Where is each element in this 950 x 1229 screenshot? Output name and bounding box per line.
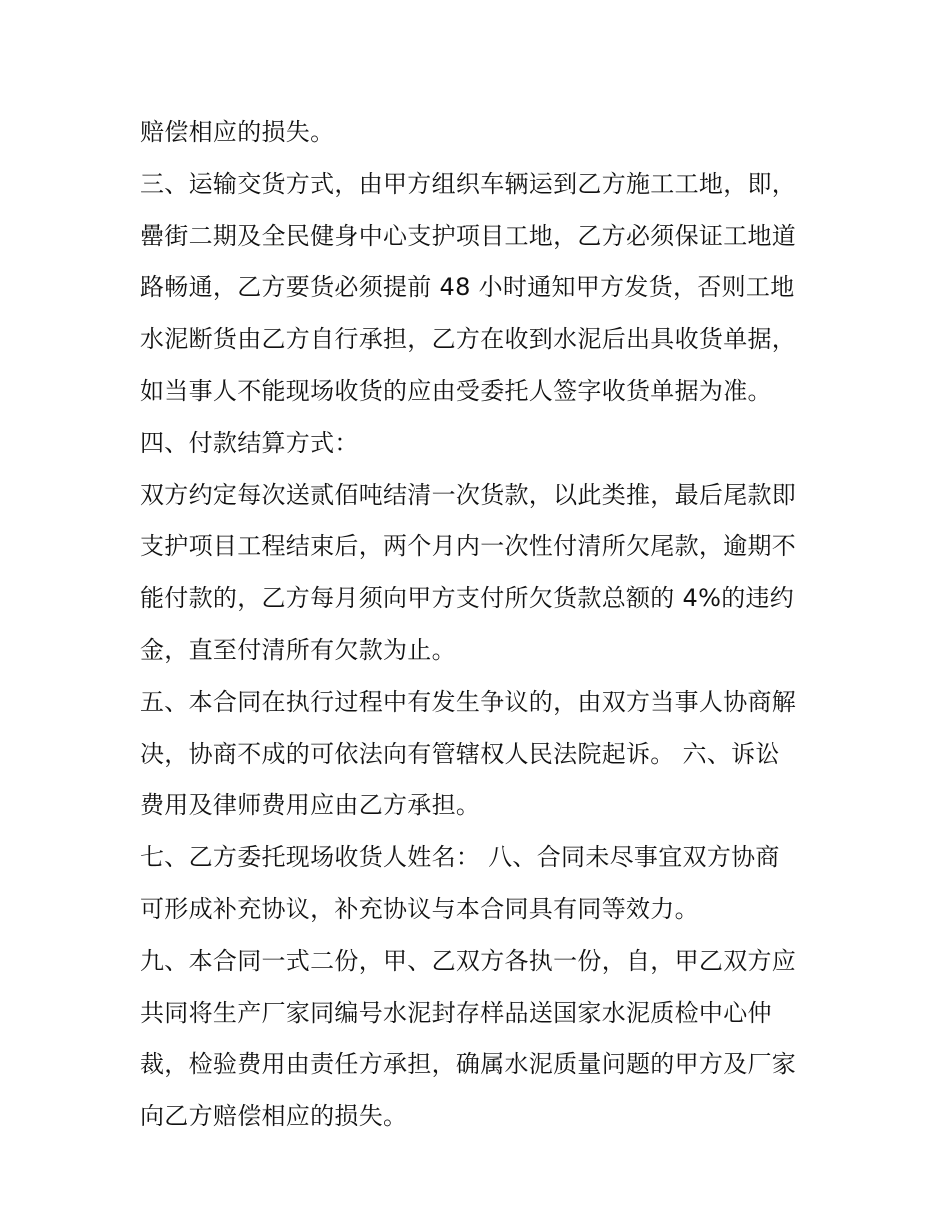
document-body xyxy=(140,107,820,1143)
text-line: 四、付款结算方式： xyxy=(140,428,359,457)
text-line: 裁，检验费用由责任方承担，确属水泥质量问题的甲方及厂家 xyxy=(140,1050,797,1079)
text-line: 赔偿相应的损失。 xyxy=(140,118,335,146)
text-line: 支护项目工程结束后，两个月内一次性付清所欠尾款，逾期不 xyxy=(140,532,797,561)
text-line: 双方约定每次送贰佰吨结清一次货款，以此类推，最后尾款即 xyxy=(140,480,797,509)
text-line: 能付款的，乙方每月须向甲方支付所欠货款总额的 4%的违约 xyxy=(140,584,795,613)
text-line: 七、乙方委托现场收货人姓名： 八、合同未尽事宜双方协商 xyxy=(140,843,780,872)
text-line: 如当事人不能现场收货的应由受委托人签字收货单据为准。 xyxy=(140,376,772,405)
text-line: 五、本合同在执行过程中有发生争议的，由双方当事人协商解 xyxy=(140,687,797,716)
text-line: 路畅通，乙方要货必须提前 48 小时通知甲方发货，否则工地 xyxy=(140,273,795,302)
text-line: 九、本合同一式二份，甲、乙双方各执一份，自，甲乙双方应 xyxy=(140,946,797,975)
text-line: 费用及律师费用应由乙方承担。 xyxy=(140,791,481,820)
text-line: 决，协商不成的可依法向有管辖权人民法院起诉。 六、诉讼 xyxy=(140,739,780,768)
text-line: 水泥断货由乙方自行承担，乙方在收到水泥后出具收货单据， xyxy=(140,325,797,354)
text-line: 可形成补充协议，补充协议与本合同具有同等效力。 xyxy=(140,894,699,923)
text-line: 金，直至付清所有欠款为止。 xyxy=(140,635,456,664)
text-line: 向乙方赔偿相应的损失。 xyxy=(140,1102,408,1131)
text-line: 罍街二期及全民健身中心支护项目工地，乙方必须保证工地道 xyxy=(140,221,797,250)
text-line: 三、运输交货方式，由甲方组织车辆运到乙方施工工地，即， xyxy=(140,169,797,198)
text-line: 共同将生产厂家同编号水泥封存样品送国家水泥质检中心仲 xyxy=(140,998,772,1027)
